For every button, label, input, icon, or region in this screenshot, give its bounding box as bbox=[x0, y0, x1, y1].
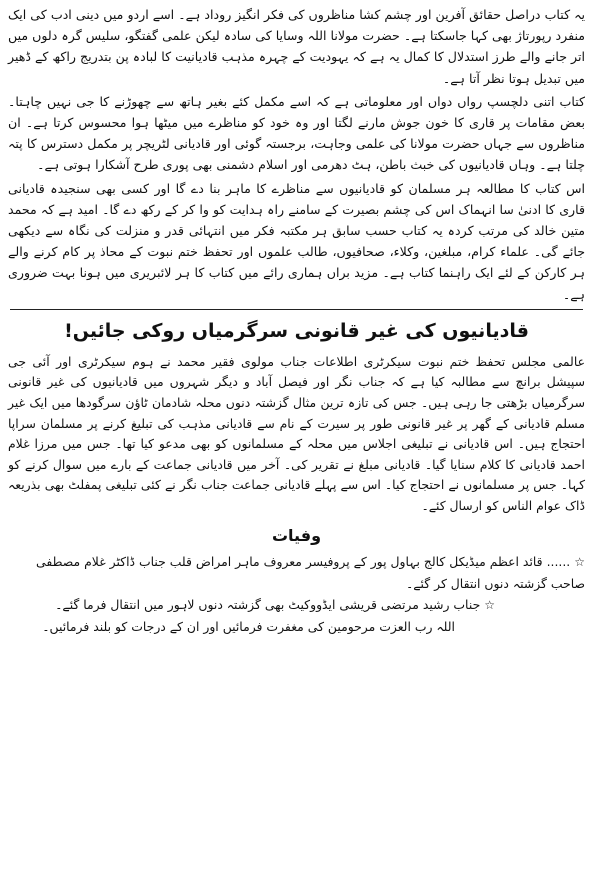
review-paragraph-3: اس کتاب کا مطالعہ ہر مسلمان کو قادیانیوں سے مناظرے کا ماہر بنا دے گا اور کسی بھی سنجیدہ قادیانی قاری کا ادنیٰ سا انہماک اس کی چشم بصیرت کے سامنے راہ ہدایت کو وا کر کے رکھ دے گا۔ امید ہے کہ محمد متین خالد کی مرتب کردہ یہ کتاب حسب سابق ہر مکتبہ فکر میں انتہائی قدر و منزلت کی نگاہ سے دیکھی جائے گی۔ علماء کرام، مبلغین، وکلاء، صحافیوں، طالب علموں اور تحفظ ختم نبوت کے محاذ پر کام کرنے والے ہر کارکن کے لئے ایک راہنما کتاب ہے۔ مزید براں ہماری رائے میں کتاب کا ہر لائبریری میں ہونا بہت ضروری ہے۔ bbox=[8, 180, 585, 302]
obituary-prayer: اللہ رب العزت مرحومین کی مغفرت فرمائیں اور ان کے درجات کو بلند فرمائیں۔ bbox=[42, 618, 455, 634]
news-paragraph: عالمی مجلس تحفظ ختم نبوت سیکرٹری اطلاعات جناب مولوی فقیر محمد نے ہوم سیکرٹری اور آئی جی سپیشل برانچ سے مطالبہ کیا ہے کہ جناب نگر اور فیصل آباد و دیگر شہروں میں قادیانیوں کی غیر قانونی سرگرمیاں بڑھتی جا رہی ہیں۔ جس کی تازہ ترین مثال گزشتہ دنوں محلہ شادمان ٹاؤن سرگودھا میں ایک غیر مسلم قادیانی کے گھر پر غیر قانونی طور پر سیرت کے نام سے قادیانی مذہب کی تبلیغ کرنے پر مسلمان سراپا احتجاج ہیں۔ اس قادیانی نے تبلیغی اجلاس میں محلہ کے مسلمانوں کو بھی مدعو کیا تھا۔ جس میں مرزا غلام احمد قادیانی کا کلام سنایا گیا۔ قادیانی مبلغ نے تقریر کی۔ آخر میں قادیانی جماعت کے بارے میں سوال کرنے کو کہا۔ جس پر مسلمانوں نے احتجاج کیا۔ اس سے پہلے قادیانی جماعت جناب نگر نے کئی تبلیغی پمفلٹ بھی بذریعہ ڈاک عوام الناس کو ارسال کئے۔ bbox=[8, 353, 585, 513]
leader-dots: ...... bbox=[546, 553, 571, 569]
review-paragraph-2: کتاب اتنی دلچسپ رواں دواں اور معلوماتی ہے کہ اسے مکمل کئے بغیر ہاتھ سے چھوڑنے کا جی نہیں چاہتا۔ بعض مقامات پر قاری کا خون جوش مارنے لگتا اور وہ خود کو مناظرے میں میٹھا ہوا محسوس کرتا ہے۔ ان مناظروں سے جہاں حضرت مولانا کی علمی وجاہت، برجستہ گوئی اور قادیانی لٹریچر پر مکمل دسترس کا پتہ چلتا ہے۔ وہاں قادیانیوں کی خبث باطن، ہٹ دھرمی اور اسلام دشمنی بھی پوری طرح آشکارا ہوتی ہے۔ bbox=[8, 93, 585, 173]
review-paragraph-1: یہ کتاب دراصل حقائق آفرین اور چشم کشا مناظروں کی فکر انگیز روداد ہے۔ اسے اردو میں دینی ادب کی ایک منفرد رپورتاژ بھی کہا جاسکتا ہے۔ حضرت مولانا اللہ وسایا کی سادہ لیکن علمی گفتگو، سلیس گرہ دلوں میں اتر جانے والے طرز استدلال کا کمال یہ ہے کہ یہودیت کے چہرہ مذہب قادیانیت کا لبادہ پن بتدریج راکھ کے ڈھیر میں تبدیل ہوتا نظر آتا ہے۔ bbox=[8, 7, 585, 86]
obituary-item-text: جناب رشید مرتضی قریشی ایڈووکیٹ بھی گزشتہ دنوں لاہور میں انتقال فرما گئے۔ bbox=[55, 596, 481, 612]
section-divider bbox=[10, 309, 583, 310]
news-section bbox=[8, 316, 585, 517]
obituary-item-text: قائد اعظم میڈیکل کالج بہاول پور کے پروفیسر معروف ماہر امراض قلب جناب ڈاکٹر غلام مصطفی صاحب گزشتہ دنوں انتقال کر گئے۔ bbox=[36, 553, 585, 591]
star-icon: ☆ bbox=[484, 597, 495, 612]
star-icon: ☆ bbox=[574, 554, 585, 569]
obituary-item bbox=[8, 551, 585, 594]
book-review-section bbox=[8, 4, 585, 305]
news-headline: قادیانیوں کی غیر قانونی سرگرمیاں روکی جائیں! bbox=[64, 319, 529, 342]
obituary-title: وفیات bbox=[271, 525, 322, 545]
obituary-list bbox=[8, 551, 585, 637]
obituary-item bbox=[8, 594, 585, 616]
obituary-section bbox=[8, 523, 585, 637]
news-body bbox=[8, 352, 585, 517]
